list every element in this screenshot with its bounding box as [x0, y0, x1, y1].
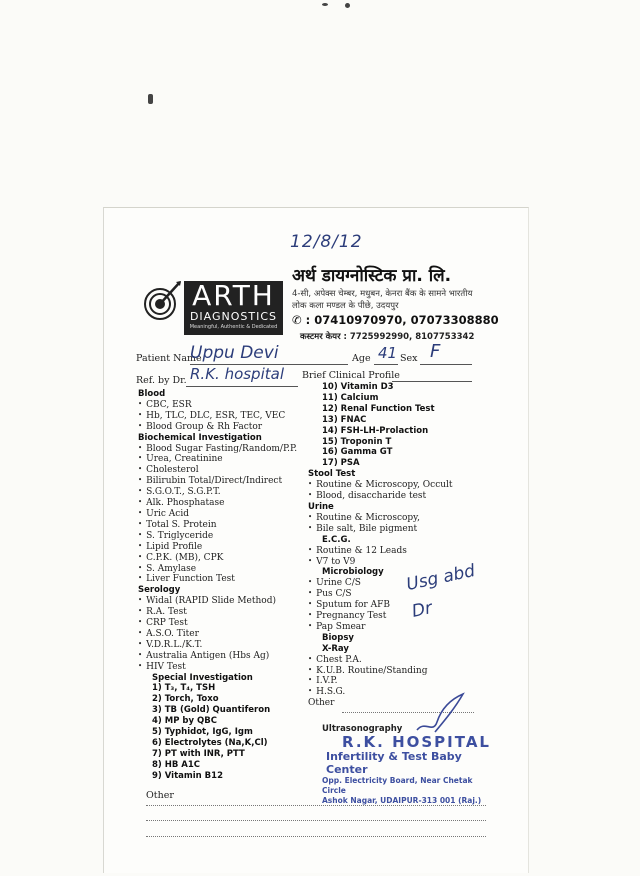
company-name-hindi: अर्थ डायग्नोस्टिक प्रा. लि.	[292, 266, 452, 286]
left-item: • S. Amylase	[138, 564, 297, 575]
right-item: • Pap Smear	[308, 622, 453, 633]
handwritten-note-dr: Dr	[410, 598, 434, 622]
hospital-stamp	[322, 734, 492, 806]
other-label: Other	[146, 790, 174, 801]
other-line-3	[146, 836, 486, 837]
arth-target-logo-icon	[142, 280, 182, 320]
right-item: Other	[308, 698, 335, 709]
logo-tagline: Meaningful, Authentic & Dedicated	[189, 324, 278, 330]
tests-right-column	[308, 382, 453, 709]
left-item: Special Investigation	[152, 672, 253, 683]
right-item: 13) FNAC	[322, 414, 367, 425]
left-item: • Uric Acid	[138, 509, 297, 520]
left-item: • Liver Function Test	[138, 574, 297, 585]
right-item: • I.V.P.	[308, 676, 453, 687]
left-item: 6) Electrolytes (Na,K,Cl)	[152, 738, 268, 748]
left-item: • Total S. Protein	[138, 520, 297, 531]
clinical-profile-label: Brief Clinical Profile	[302, 370, 400, 381]
customer-care: कस्टमर केयर : 7725992990, 8107753342	[300, 332, 475, 342]
left-item: 4) MP by QBC	[152, 716, 217, 727]
sex-label: Sex	[400, 353, 418, 364]
left-item: • S.G.O.T., S.G.P.T.	[138, 487, 297, 498]
left-item: • Cholesterol	[138, 465, 297, 476]
right-item: X-Ray	[322, 643, 349, 654]
ref-by-label: Ref. by Dr.	[136, 375, 187, 386]
right-item: • Pregnancy Test	[308, 611, 453, 622]
left-item: • A.S.O. Titer	[138, 629, 297, 640]
paper-speck	[345, 3, 350, 8]
left-item: • HIV Test	[138, 662, 297, 673]
right-item: • Chest P.A.	[308, 655, 453, 666]
right-item: • V7 to V9	[308, 557, 453, 568]
left-item: • V.D.R.L./K.T.	[138, 640, 297, 651]
left-item: 2) Torch, Toxo	[152, 694, 219, 705]
left-item: Serology	[138, 585, 181, 596]
left-item: Biochemical Investigation	[138, 432, 262, 443]
left-item: • Blood Sugar Fasting/Random/P.P.	[138, 444, 297, 455]
left-item: 5) Typhidot, IgG, Igm	[152, 727, 253, 738]
left-item: • Bilirubin Total/Direct/Indirect	[138, 476, 297, 487]
stamp-center-name: Infertility & Test Baby Center	[326, 750, 462, 776]
stamp-address-2: Ashok Nagar, UDAIPUR-313 001 (Raj.)	[322, 796, 482, 805]
left-item: • CRP Test	[138, 618, 297, 629]
right-item: E.C.G.	[322, 534, 351, 545]
left-item: • Australia Antigen (Hbs Ag)	[138, 651, 297, 662]
right-item: Urine	[308, 501, 334, 512]
paper-speck	[322, 3, 328, 6]
left-item: • Alk. Phosphatase	[138, 498, 297, 509]
left-item: Blood	[138, 389, 166, 399]
right-item: 16) Gamma GT	[322, 447, 393, 458]
age-handwritten: 41	[378, 344, 398, 362]
left-item: • Lipid Profile	[138, 542, 297, 553]
handwritten-note-usg: Usg abd	[404, 560, 477, 596]
sex-handwritten: F	[430, 341, 441, 362]
stamp-address-1: Opp. Electricity Board, Near Chetak Circle	[322, 776, 473, 795]
left-item: • CBC, ESR	[138, 400, 297, 411]
left-item: • Urea, Creatinine	[138, 454, 297, 465]
ref-by-line	[186, 386, 298, 387]
right-item: • Urine C/S	[308, 578, 453, 589]
arth-diagnostics-logo	[184, 281, 283, 335]
right-item: 17) PSA	[322, 458, 360, 469]
logo-subtitle: DIAGNOSTICS	[189, 310, 278, 323]
right-item: • Routine & Microscopy, Occult	[308, 480, 453, 491]
paper-speck	[148, 94, 153, 104]
right-item: • K.U.B. Routine/Standing	[308, 666, 453, 677]
age-label: Age	[352, 353, 371, 364]
other-line-2	[146, 820, 486, 821]
right-item: • Routine & Microscopy,	[308, 513, 453, 524]
patient-name-label: Patient Name	[136, 353, 202, 364]
sex-line	[420, 364, 472, 365]
right-item: Stool Test	[308, 469, 356, 480]
right-item: 10) Vitamin D3	[322, 382, 394, 392]
right-item: Microbiology	[322, 567, 384, 578]
left-item: 8) HB A1C	[152, 759, 201, 770]
right-item: • Pus C/S	[308, 589, 453, 600]
company-address-hindi: 4-सी, अपेक्स चेम्बर, मधुबन, केनरा बैंक के सामने भारतीय लोक कला मण्डल के पीछे, उदयपुर	[292, 289, 473, 311]
logo-brand: ARTH	[192, 279, 275, 312]
handwritten-date: 12/8/12	[290, 232, 363, 252]
right-item: • Sputum for AFB	[308, 600, 453, 611]
right-item: 15) Troponin T	[322, 436, 392, 447]
left-item: • S. Triglyceride	[138, 531, 297, 542]
phone-numbers: ✆ : 07410970970, 07073308880	[292, 313, 499, 327]
right-item: 11) Calcium	[322, 392, 379, 403]
ref-by-handwritten: R.K. hospital	[190, 365, 284, 383]
stamp-hospital-name: R.K. HOSPITAL	[342, 733, 491, 751]
left-item: • Widal (RAPID Slide Method)	[138, 596, 297, 607]
right-item: • Blood, disaccharide test	[308, 491, 453, 502]
left-item: 7) PT with INR, PTT	[152, 748, 245, 759]
tests-left-column	[138, 389, 297, 782]
age-line	[374, 364, 398, 365]
left-item: • R.A. Test	[138, 607, 297, 618]
left-item: 9) Vitamin B12	[152, 770, 223, 781]
left-item: • Blood Group & Rh Factor	[138, 422, 297, 433]
right-item: • H.S.G.	[308, 687, 453, 698]
right-item: • Bile salt, Bile pigment	[308, 524, 453, 535]
right-item: 12) Renal Function Test	[322, 403, 435, 414]
right-item: Biopsy	[322, 632, 354, 643]
right-item: • Routine & 12 Leads	[308, 546, 453, 557]
left-item: 3) TB (Gold) Quantiferon	[152, 705, 271, 716]
left-item: • Hb, TLC, DLC, ESR, TEC, VEC	[138, 411, 297, 422]
ultrasonography-label: Ultrasonography	[322, 724, 403, 734]
left-item: • C.P.K. (MB), CPK	[138, 553, 297, 564]
left-item: 1) T₃, T₄, TSH	[152, 683, 216, 694]
patient-name-handwritten: Uppu Devi	[190, 343, 279, 363]
right-item: 14) FSH-LH-Prolaction	[322, 425, 429, 436]
